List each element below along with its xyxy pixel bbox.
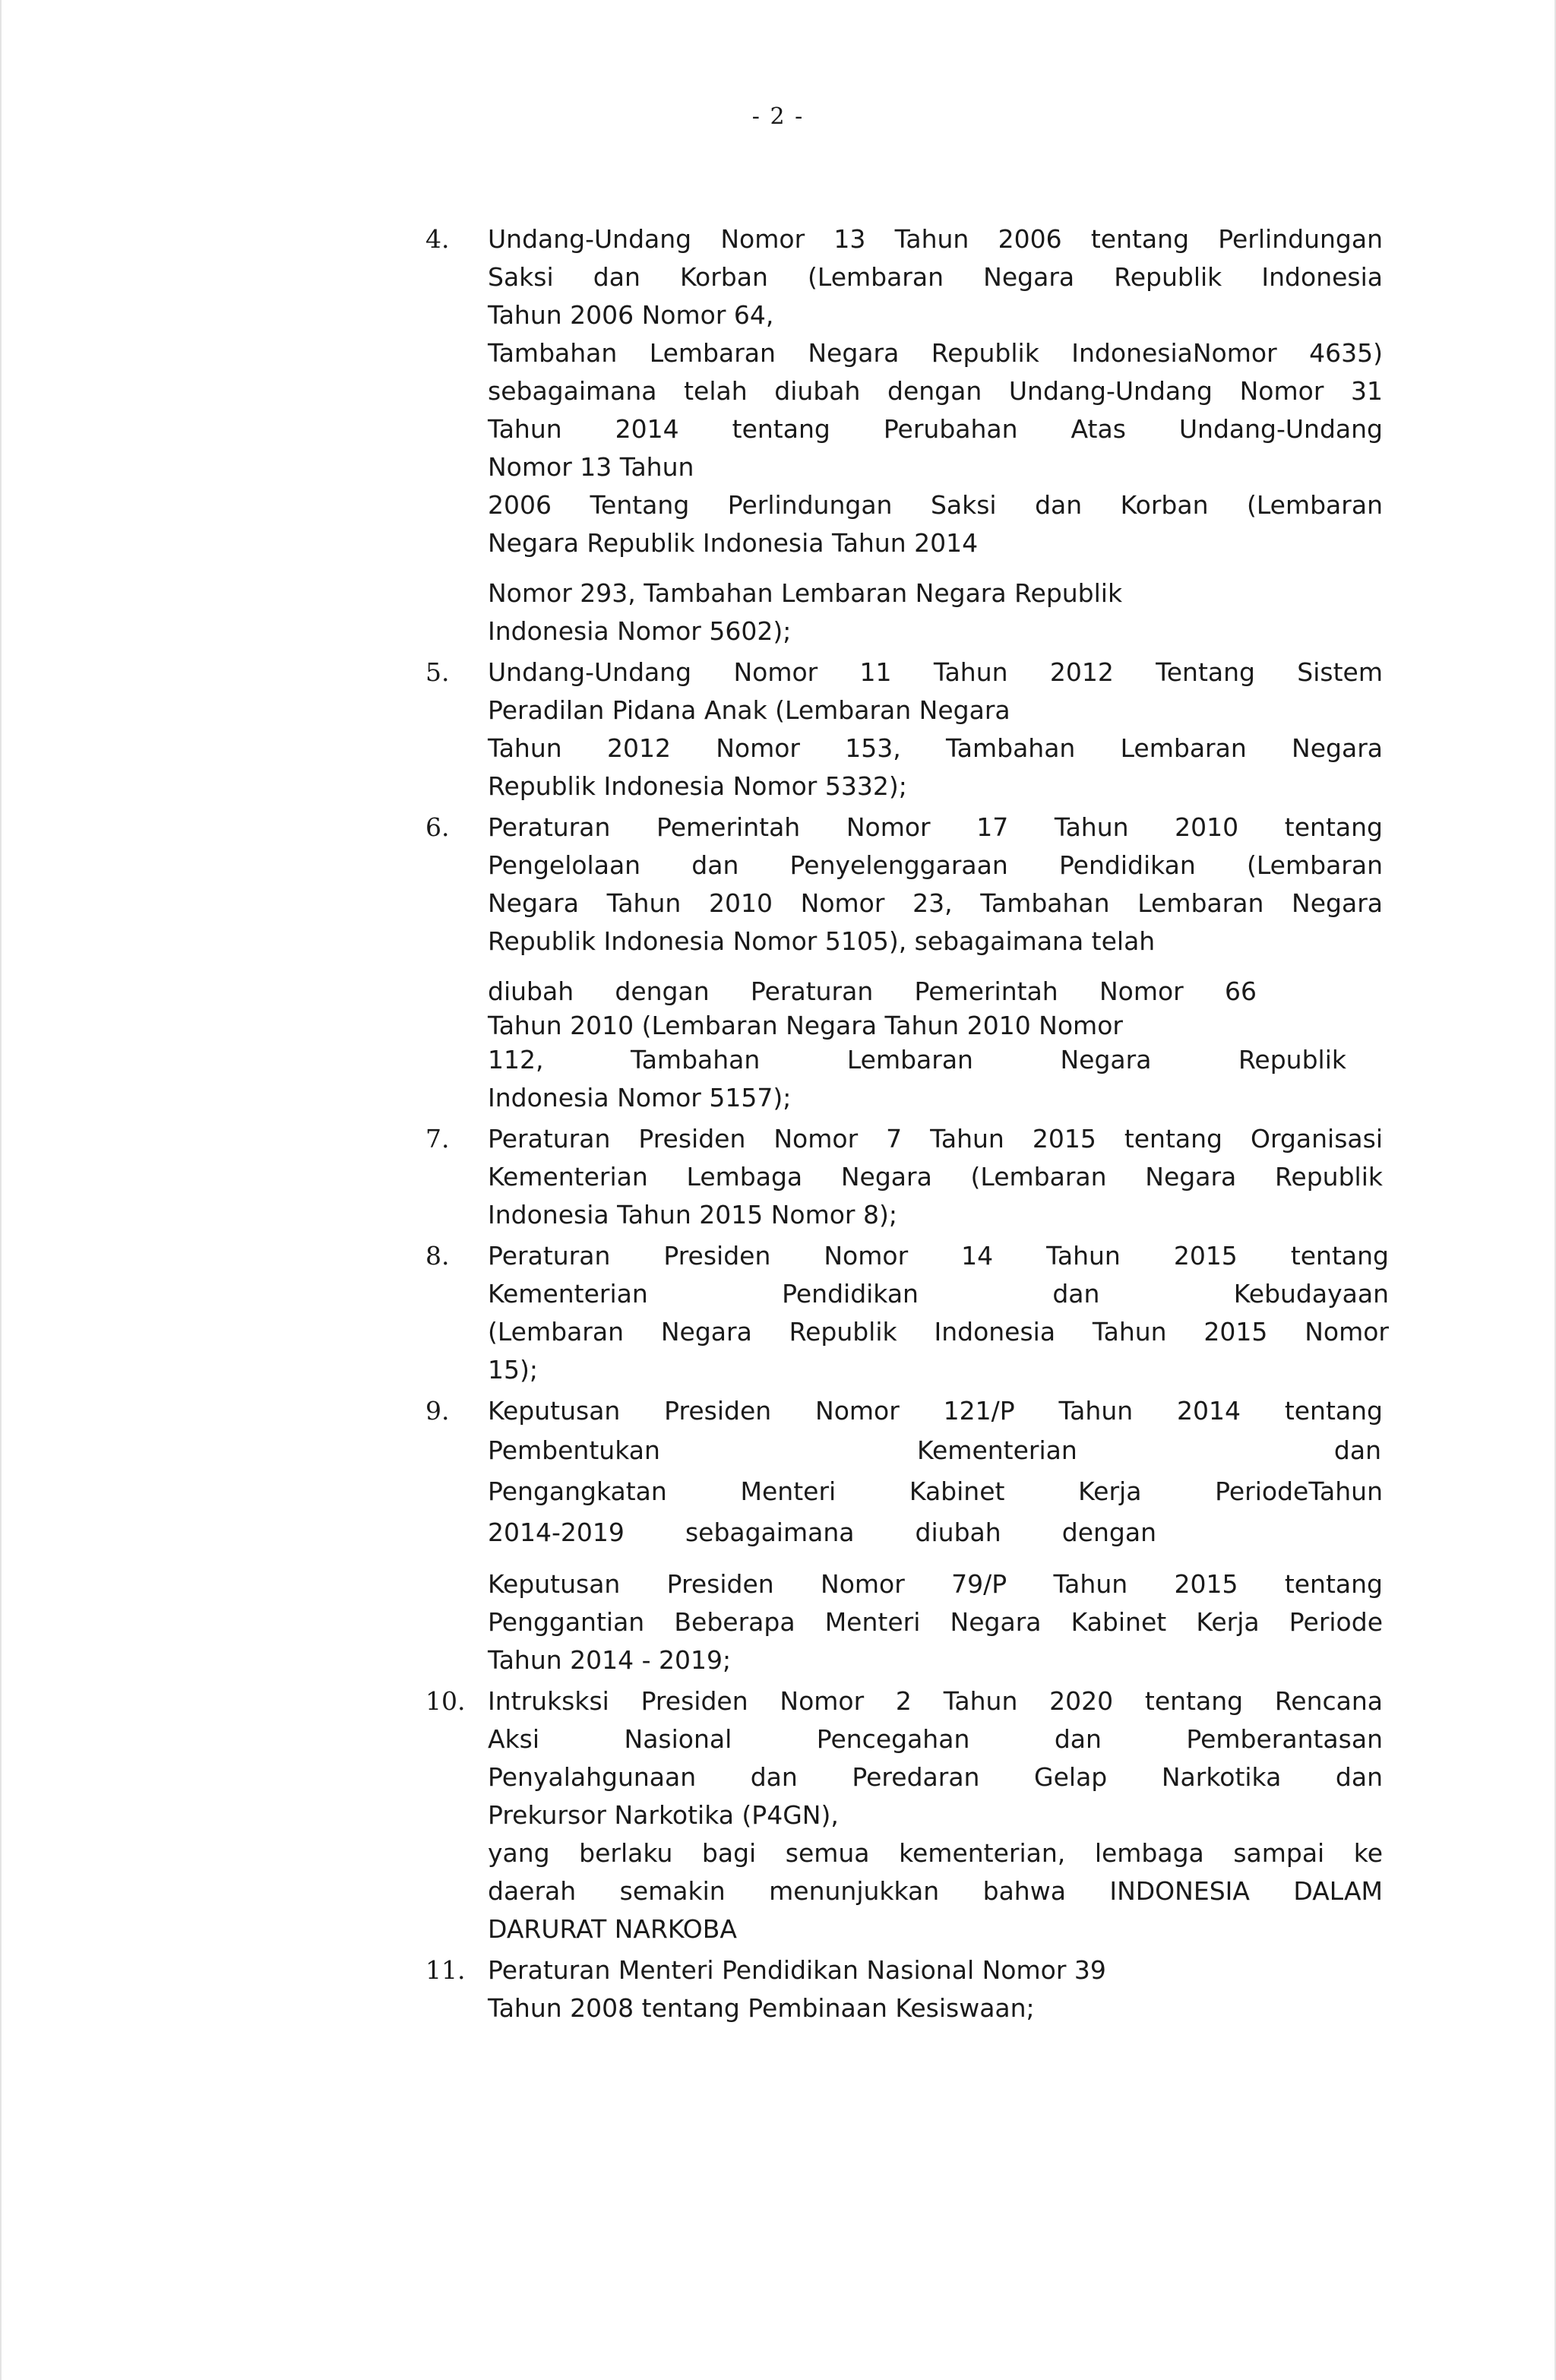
item-text [488,1392,1383,1679]
text-line: Tahun 2012 Nomor 153, Tambahan Lembaran Negara [488,733,1383,763]
item-number: 5. [425,657,450,687]
text-line: DARURAT NARKOBA [488,1914,737,1944]
text-line: Tahun 2014 tentang Perubahan Atas Undang-Undang [488,414,1383,444]
text-line: Penggantian Beberapa Menteri Negara Kabinet Kerja Periode [488,1607,1383,1637]
text-line: sebagaimana telah diubah dengan Undang-Undang Nomor 31 [488,376,1383,406]
text-line: Pengelolaan dan Penyelenggaraan Pendidikan (Lembaran [488,850,1383,880]
text-line: Tahun 2008 tentang Pembinaan Kesiswaan; [488,1993,1035,2023]
item-text [488,1682,1383,1948]
text-line: Indonesia Nomor 5602); [488,616,792,646]
item-text [488,1237,1389,1389]
text-line: Negara Republik Indonesia Tahun 2014 [488,528,979,558]
item-number: 11. [425,1955,466,1985]
page-number: - 2 - [751,103,805,130]
text-line: Keputusan Presiden Nomor 79/P Tahun 2015 tentang [488,1569,1383,1599]
text-line: yang berlaku bagi semua kementerian, lembaga sampai ke [488,1838,1383,1868]
text-line: Indonesia Tahun 2015 Nomor 8); [488,1200,897,1230]
text-line: Undang-Undang Nomor 13 Tahun 2006 tentang Perlindungan [488,224,1383,254]
text-line: Republik Indonesia Nomor 5332); [488,771,907,801]
text-line: Tahun 2010 (Lembaran Negara Tahun 2010 Nomor [488,1011,1123,1040]
page-edge-left [0,0,2,2380]
text-line: Indonesia Nomor 5157); [488,1083,792,1112]
item-text [488,809,1383,1117]
list-item [425,1951,1383,2027]
list-item [425,1120,1383,1234]
text-line: Peraturan Menteri Pendidikan Nasional Nomor 39 [488,1955,1106,1985]
text-line: Prekursor Narkotika (P4GN), [488,1800,839,1830]
text-line: Peraturan Presiden Nomor 14 Tahun 2015 tentang [488,1241,1389,1271]
item-number: 10. [425,1686,466,1716]
text-line: Intruksksi Presiden Nomor 2 Tahun 2020 tentang Rencana [488,1686,1383,1716]
text-line: Keputusan Presiden Nomor 121/P Tahun 2014 tentang [488,1396,1383,1426]
text-line: Republik Indonesia Nomor 5105), sebagaimana telah [488,926,1156,956]
list-item [425,220,1383,650]
item-text [488,220,1383,650]
text-line: daerah semakin menunjukkan bahwa INDONESIA DALAM [488,1876,1383,1906]
text-line: (Lembaran Negara Republik Indonesia Tahun 2015 Nomor [488,1317,1389,1347]
text-line: Nomor 293, Tambahan Lembaran Negara Republik [488,578,1123,608]
text-line: Peraturan Presiden Nomor 7 Tahun 2015 tentang Organisasi [488,1124,1383,1154]
text-line: Nomor 13 Tahun [488,452,694,482]
list-item [425,654,1383,805]
text-line: Peraturan Pemerintah Nomor 17 Tahun 2010 tentang [488,812,1383,842]
list-item [425,1392,1383,1679]
text-line: diubah dengan Peraturan Pemerintah Nomor 66 [488,976,1257,1006]
list-item [425,1682,1383,1948]
item-number: 4. [425,224,450,254]
item-text [488,1951,1383,2027]
text-line: Saksi dan Korban (Lembaran Negara Republik Indonesia [488,262,1383,292]
text-line: Pengangkatan Menteri Kabinet Kerja PeriodeTahun [488,1476,1383,1506]
list-item [425,809,1383,1117]
text-line: 2014-2019 sebagaimana diubah dengan [488,1518,1156,1547]
text-line: Penyalahgunaan dan Peredaran Gelap Narkotika dan [488,1762,1383,1792]
text-line: 112, Tambahan Lembaran Negara Republik [488,1045,1346,1074]
text-line: 2006 Tentang Perlindungan Saksi dan Korban (Lembaran [488,490,1383,520]
text-line: Aksi Nasional Pencegahan dan Pemberantasan [488,1724,1383,1754]
text-line: Negara Tahun 2010 Nomor 23, Tambahan Lembaran Negara [488,888,1383,918]
text-line: 15); [488,1355,538,1385]
item-number: 6. [425,812,450,842]
text-line: Kementerian Pendidikan dan Kebudayaan [488,1279,1389,1309]
text-line: Kementerian Lembaga Negara (Lembaran Negara Republik [488,1162,1383,1192]
text-line: Tambahan Lembaran Negara Republik IndonesiaNomor 4635) [488,338,1383,368]
text-line: Peradilan Pidana Anak (Lembaran Negara [488,695,1010,725]
text-line: Pembentukan Kementerian dan [488,1435,1381,1465]
legal-basis-list [425,220,1389,2030]
item-number: 8. [425,1241,450,1271]
list-item [425,1237,1389,1389]
item-text [488,654,1383,805]
item-text [488,1120,1383,1234]
text-line: Undang-Undang Nomor 11 Tahun 2012 Tentang Sistem [488,657,1383,687]
text-line: Tahun 2014 - 2019; [488,1645,732,1675]
item-number: 7. [425,1124,450,1154]
item-number: 9. [425,1396,450,1426]
text-line: Tahun 2006 Nomor 64, [488,300,774,330]
